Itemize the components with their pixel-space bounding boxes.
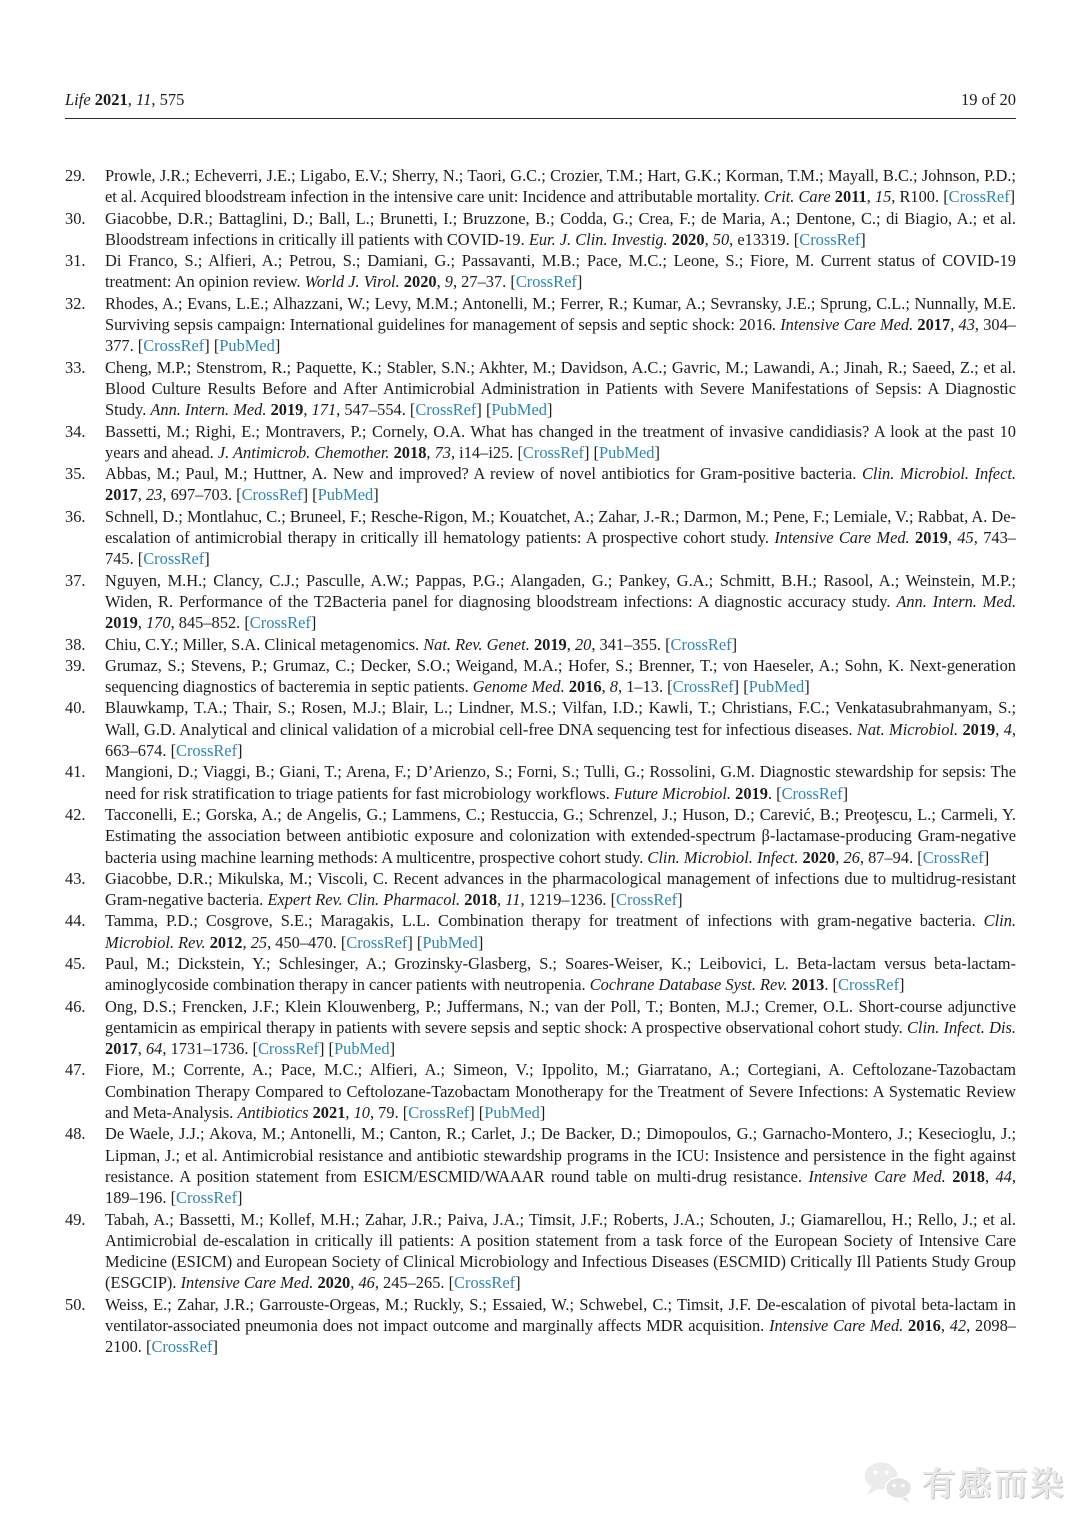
reference-fragment: Abbas, M.; Paul, M.; Huttner, A. New and improved? A review of novel antibiotics for Gram-positive bacteria. [105, 464, 862, 484]
reference-item [65, 463, 1016, 506]
reference-fragment: 2016 [908, 1316, 941, 1336]
crossref-link[interactable]: CrossRef [257, 1039, 319, 1059]
reference-text [105, 293, 1016, 357]
crossref-link[interactable]: CrossRef [522, 442, 584, 462]
reference-fragment: , [704, 229, 713, 249]
reference-fragment: Cheng, M.P.; Stenstrom, R.; Paquette, K.; Stabler, S.N.; Akhter, M.; Davidson, A.C.; Gavric, M.; Lawandi, A.; Jinah, R.; Saeed, Z.; et al. Blood Culture Results Before and After Antimicrobial Administration in Patients with Severe Manifestations of Sepsis: A Diagnostic Study. [105, 357, 1016, 420]
reference-number: 36. [65, 506, 86, 526]
pubmed-link[interactable]: PubMed [748, 677, 805, 697]
reference-fragment: Chiu, C.Y.; Miller, S.A. Clinical metagenomics. [105, 634, 424, 654]
reference-item [65, 506, 1016, 570]
reference-fragment: , i14–i25. [ [450, 442, 523, 462]
reference-fragment: 2019 [735, 783, 768, 803]
reference-fragment: , [350, 1273, 359, 1293]
crossref-link[interactable]: CrossRef [799, 229, 861, 249]
reference-fragment: , [947, 528, 958, 548]
reference-text [105, 570, 1016, 634]
reference-fragment: 45 [957, 528, 974, 548]
reference-fragment: 2017 [917, 315, 951, 335]
reference-fragment: Intensive Care Med. [769, 1316, 904, 1336]
reference-item [65, 1209, 1016, 1294]
crossref-link[interactable]: CrossRef [176, 1188, 238, 1208]
reference-fragment: ] [539, 1103, 546, 1123]
reference-fragment: Clin. Microbiol. Rev. [105, 911, 1016, 952]
reference-fragment: 2017 [105, 485, 138, 505]
reference-fragment: ] [860, 229, 866, 249]
reference-fragment: , [137, 1039, 146, 1059]
reference-fragment: Ann. Intern. Med. [896, 591, 1016, 611]
reference-text [105, 910, 1016, 953]
reference-fragment: 10 [353, 1103, 370, 1123]
reference-fragment: 50 [712, 229, 730, 249]
crossref-link[interactable]: CrossRef [515, 272, 577, 292]
reference-fragment: Intensive Care Med. [180, 1273, 314, 1293]
reference-fragment: , 1219–1236. [ [520, 890, 617, 910]
reference-number: 30. [65, 208, 86, 228]
reference-item [65, 208, 1016, 251]
reference-fragment: Blauwkamp, T.A.; Thair, S.; Rosen, M.J.; Blair, L.; Lindner, M.S.; Vilfan, I.D.; Kawli, T.; Christians, F.C.; Venkatasubrahmanyam, S.; Wall, G.D. Analytical and clinical validation of a microbial cell-free DNA sequencing test for infectious diseases. [105, 698, 1016, 739]
reference-text [105, 761, 1016, 804]
reference-fragment: , 245–265. [ [374, 1273, 455, 1293]
reference-fragment: Prowle, J.R.; Echeverri, J.E.; Ligabo, E.V.; Sherry, N.; Taori, G.C.; Crozier, T.M.; Hart, G.K.; Korman, T.M.; Mayall, B.C.; Johnson, P.D.; et al. Acquired bloodstream infection in the intensive care unit: Incidence and attributable mortality. [105, 166, 1016, 207]
pubmed-link[interactable]: PubMed [219, 336, 275, 356]
reference-fragment: , e13319. [ [729, 229, 800, 249]
reference-fragment: 46 [358, 1273, 375, 1293]
crossref-link[interactable]: CrossRef [454, 1273, 516, 1293]
reference-fragment: ] [804, 677, 810, 697]
pubmed-link[interactable]: PubMed [317, 485, 374, 505]
reference-fragment: Intensive Care Med. [774, 528, 910, 548]
reference-fragment: , 697–703. [ [162, 485, 242, 505]
reference-fragment: , [242, 932, 251, 952]
reference-fragment: 171 [311, 400, 337, 420]
reference-fragment: 9 [444, 272, 453, 292]
reference-number: 45. [65, 953, 86, 973]
reference-text [105, 357, 1016, 421]
reference-fragment: Weiss, E.; Zahar, J.R.; Garrouste-Orgeas, M.; Ruckly, S.; Essaied, W.; Schwebel, C.; Timsit, J.F. De-escalation of pivotal beta-lactam in ventilator-associated pneumonia does not impact outcome and marginally affects MDR acquisition. [105, 1294, 1016, 1336]
reference-fragment: 15 [874, 187, 892, 207]
reference-text [105, 165, 1016, 208]
reference-fragment: 2021 [94, 90, 128, 109]
reference-fragment: , 27–37. [ [452, 272, 516, 292]
reference-number: 37. [65, 570, 86, 590]
reference-fragment: , [566, 634, 575, 654]
reference-item [65, 761, 1016, 804]
reference-fragment: ] [ [302, 485, 318, 505]
reference-number: 31. [65, 251, 86, 271]
reference-fragment: , 547–554. [ [336, 400, 416, 420]
reference-fragment: ] [ [583, 442, 599, 462]
reference-fragment: , 1731–1736. [ [162, 1039, 258, 1059]
crossref-link[interactable]: CrossRef [616, 890, 678, 910]
reference-fragment: ] [677, 890, 683, 910]
reference-fragment: , 1–13. [ [618, 677, 673, 697]
crossref-link[interactable]: CrossRef [781, 783, 843, 803]
reference-fragment: 2019 [915, 528, 948, 548]
reference-fragment: , [940, 1316, 950, 1336]
reference-number: 50. [65, 1294, 86, 1314]
reference-text [105, 868, 1016, 911]
reference-item [65, 293, 1016, 357]
reference-fragment: , [137, 485, 146, 505]
reference-fragment: ] [ [476, 400, 492, 420]
reference-fragment: Grumaz, S.; Stevens, P.; Grumaz, C.; Decker, S.O.; Weigand, M.A.; Hofer, S.; Brenner, T.; von Haeseler, A.; Sohn, K. Next-generation sequencing diagnostics of bacteremia in septic patients. [105, 655, 1016, 697]
reference-fragment: 2019 [270, 400, 304, 420]
reference-number: 35. [65, 464, 86, 484]
reference-fragment: 170 [145, 613, 171, 633]
reference-fragment: Giacobbe, D.R.; Battaglini, D.; Ball, L.; Brunetti, I.; Bruzzone, B.; Codda, G.; Crea, F.; de Maria, A.; Dentone, C.; di Biagio, A.; et al. Bloodstream infections in critically ill patients with COVID-19. [105, 208, 1016, 249]
crossref-link[interactable]: CrossRef [408, 1103, 470, 1123]
reference-fragment: , [426, 442, 435, 462]
reference-fragment: , [345, 1103, 354, 1123]
crossref-link[interactable]: CrossRef [838, 975, 900, 995]
page-header [65, 90, 1016, 110]
reference-fragment: Tamma, P.D.; Cosgrove, S.E.; Maragakis, L.L. Combination therapy for treatment of infections with gram-negative bacteria. [105, 911, 984, 931]
reference-fragment: ] [477, 932, 484, 952]
reference-number: 32. [65, 293, 86, 313]
reference-fragment: 2017 [105, 1039, 138, 1059]
reference-fragment: J. Antimicrob. Chemother. [217, 442, 390, 462]
reference-fragment: ] [ [733, 677, 749, 697]
reference-number: 42. [65, 804, 86, 824]
reference-text [105, 1294, 1016, 1358]
reference-fragment: Tacconelli, E.; Gorska, A.; de Angelis, G.; Lammens, C.; Restuccia, G.; Schrenzel, J.; Huson, D.; Carević, B.; Preoţescu, L.; Carmeli, Y. Estimating the association between antibiotic exposure and colonization with extended-spectrum β-lactamase-producing Gram-negative bacteria using machine learning methods: A multicentre, prospective cohort study. [105, 804, 1016, 867]
reference-fragment: ] [654, 442, 660, 462]
reference-item [65, 165, 1016, 208]
reference-fragment: Antibiotics [237, 1103, 309, 1123]
reference-item [65, 655, 1016, 698]
reference-fragment: Clin. Microbiol. Infect. [647, 847, 799, 867]
reference-fragment: Schnell, D.; Montlahuc, C.; Bruneel, F.; Resche-Rigon, M.; Kouatchet, A.; Zahar, J.-R.; Darmon, M.; Pene, F.; Lemiale, V.; Rabbat, A. De-escalation of antimicrobial therapy in critically ill hematology patients: A prospective cohort study. [105, 506, 1016, 548]
reference-number: 48. [65, 1124, 86, 1144]
reference-fragment: Nat. Microbiol. [856, 719, 959, 739]
reference-fragment: Nat. Rev. Genet. [423, 634, 530, 654]
reference-fragment: Life [65, 90, 95, 109]
reference-fragment: , [497, 890, 506, 910]
pubmed-link[interactable]: PubMed [491, 400, 547, 420]
reference-fragment: 8 [609, 677, 618, 697]
reference-fragment: , 450–470. [ [267, 932, 347, 952]
reference-fragment: ] [ [469, 1103, 485, 1123]
reference-fragment: 42 [949, 1316, 967, 1336]
reference-fragment: Bassetti, M.; Righi, E.; Montravers, P.; Cornely, O.A. What has changed in the treatment of invasive candidiasis? A look at the past 10 years and ahead. [105, 421, 1016, 462]
reference-fragment: Clin. Infect. Dis. [906, 1017, 1016, 1037]
reference-fragment: , [995, 719, 1004, 739]
reference-fragment: Intensive Care Med. [808, 1166, 946, 1186]
crossref-link[interactable]: CrossRef [151, 1337, 213, 1357]
reference-item [65, 421, 1016, 464]
reference-fragment: , [984, 1166, 996, 1186]
reference-fragment: 2018 [464, 890, 498, 910]
reference-fragment: Crit. Care [763, 187, 831, 207]
reference-item [65, 1294, 1016, 1358]
reference-fragment: ] [546, 400, 553, 420]
pubmed-link[interactable]: PubMed [334, 1039, 390, 1059]
reference-number: 29. [65, 166, 86, 185]
reference-fragment: ] [373, 485, 379, 505]
reference-number: 40. [65, 698, 86, 718]
reference-fragment: Fiore, M.; Corrente, A.; Pace, M.C.; Alfieri, A.; Simeon, V.; Ippolito, M.; Giarratano, A.; Cortegiani, A. Ceftolozane-Tazobactam Combination Therapy Compared to Ceftolozane-Tazobactam Monotherapy for the Treatment of Severe Infections: A Systematic Review and Meta-Analysis. [105, 1060, 1016, 1123]
reference-fragment: Nguyen, M.H.; Clancy, C.J.; Pasculle, A.W.; Pappas, P.G.; Alangaden, G.; Pankey, G.A.; Schmitt, B.H.; Rasool, A.; Weinstein, M.P.; Widen, R. Performance of the T2Bacteria panel for diagnosing bloodstream infections: A diagnostic accuracy study. [105, 570, 1016, 611]
reference-number: 47. [65, 1060, 86, 1080]
reference-item [65, 953, 1016, 996]
reference-fragment: 2018 [393, 442, 427, 462]
pubmed-link[interactable]: PubMed [484, 1103, 540, 1123]
reference-fragment: Giacobbe, D.R.; Mikulska, M.; Viscoli, C. Recent advances in the pharmacological management of infections due to multidrug-resistant Gram-negative bacteria. [105, 868, 1016, 910]
reference-fragment: , R100. [ [891, 187, 949, 207]
reference-number: 44. [65, 911, 86, 931]
reference-number: 33. [65, 357, 86, 377]
reference-fragment: ] [237, 741, 243, 761]
reference-fragment: Eur. J. Clin. Investig. [528, 229, 668, 249]
reference-fragment: , 575 [151, 90, 185, 109]
reference-fragment: , 341–355. [ [591, 634, 671, 654]
reference-fragment: ] [983, 847, 990, 867]
reference-item [65, 697, 1016, 761]
reference-fragment: , 189–196. [ [105, 1166, 1017, 1208]
journal-citation [65, 90, 184, 110]
reference-fragment: ] [ [407, 932, 423, 952]
reference-fragment: 2019 [533, 634, 567, 654]
reference-fragment: Cochrane Database Syst. Rev. [589, 975, 788, 995]
reference-fragment: 25 [250, 932, 268, 952]
reference-item [65, 1059, 1016, 1123]
reference-fragment: 43 [958, 315, 975, 335]
reference-fragment: , [950, 315, 959, 335]
reference-fragment: ] [515, 1273, 521, 1293]
reference-fragment: Expert Rev. Clin. Pharmacol. [267, 890, 461, 910]
reference-fragment: Paul, M.; Dickstein, Y.; Schlesinger, A.; Grozinsky-Glasberg, S.; Soares-Weiser, K.; Leibovici, L. Beta-lactam versus beta-lactam-aminoglycoside combination therapy in cancer patients with neutropenia. [105, 953, 1016, 995]
reference-fragment: 2019 [105, 613, 138, 633]
reference-fragment: ] [842, 783, 849, 803]
reference-fragment: , 87–94. [ [859, 847, 923, 867]
reference-fragment: . [ [767, 783, 782, 803]
reference-fragment: 2013 [791, 975, 825, 995]
reference-text [105, 655, 1016, 698]
reference-fragment: Ong, D.S.; Frencken, J.F.; Klein Klouwenberg, P.; Juffermans, N.; van der Poll, T.; Bonten, M.J.; Cremer, O.L. Short-course adjunctive gentamicin as empirical therapy in patients with severe sepsis and septic shock: A prospective observational cohort study. [105, 996, 1016, 1037]
reference-fragment: , 2098–2100. [ [105, 1316, 1016, 1357]
reference-text [105, 250, 1016, 293]
wechat-icon [862, 1459, 914, 1505]
reference-fragment: 2016 [568, 677, 602, 697]
reference-text [105, 506, 1016, 570]
reference-fragment: 2018 [952, 1166, 985, 1186]
crossref-link[interactable]: CrossRef [346, 932, 408, 952]
reference-text [105, 804, 1016, 868]
crossref-link[interactable]: CrossRef [143, 549, 205, 569]
watermark-text: 有感而染 [922, 1467, 1066, 1503]
crossref-link[interactable]: CrossRef [672, 677, 734, 697]
reference-fragment: 2020 [802, 847, 836, 867]
reference-item [65, 250, 1016, 293]
reference-item [65, 804, 1016, 868]
reference-fragment: 73 [434, 442, 451, 462]
reference-fragment: Clin. Microbiol. Infect. [862, 464, 1017, 484]
reference-fragment: ] [899, 975, 905, 995]
reference-fragment: ] [ [204, 336, 220, 356]
reference-fragment: , [835, 847, 844, 867]
reference-fragment: , [127, 90, 137, 109]
reference-fragment: ] [274, 336, 281, 356]
reference-fragment: De Waele, J.J.; Akova, M.; Antonelli, M.; Canton, R.; Carlet, J.; De Backer, D.; Dimopoulos, G.; Garnacho-Montero, J.; Kesecioglu, J.; Lipman, J.; et al. Antimicrobial resistance and antibiotic stewardship programs in the ICU: Insistence and persistence in the fight against resistance. A position statement from ESICM/ESCMID/WAAAR round table on multi-drug resistance. [105, 1124, 1016, 1186]
reference-fragment: , [866, 187, 875, 207]
reference-fragment: 2020 [671, 229, 705, 249]
reference-fragment: Tabah, A.; Bassetti, M.; Kollef, M.H.; Zahar, J.R.; Paiva, J.A.; Timsit, J.F.; Roberts, J.A.; Schouten, J.; Giamarellou, H.; Rello, J.; et al. Antimicrobial de-escalation in critically ill patients: A position statement from a task force of the European Society of Intensive Care Medicine (ESICM) and European Society of Clinical Microbiology and Infectious Diseases (ESCMID) Critically Ill Patients Study Group (ESGCIP). [105, 1209, 1016, 1293]
reference-text [105, 1059, 1016, 1123]
reference-fragment: Di Franco, S.; Alfieri, A.; Petrou, S.; Damiani, G.; Passavanti, M.B.; Pace, M.C.; Leone, S.; Fiore, M. Current status of COVID-19 treatment: An opinion review. [105, 251, 1016, 292]
reference-fragment: ] [ [319, 1039, 335, 1059]
reference-fragment: 2019 [962, 719, 996, 739]
reference-fragment: , 304–377. [ [105, 315, 1016, 356]
crossref-link[interactable]: CrossRef [176, 741, 238, 761]
reference-item [65, 996, 1016, 1060]
crossref-link[interactable]: CrossRef [241, 485, 303, 505]
reference-text [105, 1123, 1016, 1208]
reference-number: 46. [65, 996, 86, 1016]
reference-fragment: , [137, 613, 146, 633]
reference-number: 49. [65, 1209, 86, 1229]
reference-fragment: 44 [995, 1166, 1012, 1186]
reference-fragment: 20 [574, 634, 592, 654]
reference-fragment: 64 [145, 1039, 163, 1059]
header-rule [65, 118, 1016, 119]
reference-fragment: ] [576, 272, 583, 292]
reference-fragment: , [436, 272, 445, 292]
reference-fragment: ] [204, 549, 210, 569]
crossref-link[interactable]: CrossRef [670, 634, 732, 654]
reference-item [65, 570, 1016, 634]
reference-fragment: ] [237, 1188, 243, 1208]
reference-fragment: ] [1009, 187, 1016, 207]
reference-text [105, 421, 1016, 464]
reference-fragment: 2011 [834, 187, 867, 207]
reference-number: 43. [65, 868, 86, 888]
reference-text [105, 996, 1016, 1060]
pubmed-link[interactable]: PubMed [598, 442, 655, 462]
reference-fragment: 2020 [403, 272, 437, 292]
reference-fragment: 23 [145, 485, 163, 505]
reference-fragment: , [601, 677, 610, 697]
reference-fragment: , [303, 400, 312, 420]
reference-fragment: , 663–674. [ [105, 719, 1016, 761]
reference-fragment: World J. Virol. [304, 272, 400, 292]
reference-number: 39. [65, 655, 86, 675]
reference-fragment: 2021 [312, 1103, 346, 1123]
reference-text [105, 208, 1016, 251]
reference-fragment: Ann. Intern. Med. [150, 400, 267, 420]
reference-text [105, 1209, 1016, 1294]
reference-text [105, 463, 1016, 506]
pubmed-link[interactable]: PubMed [422, 932, 478, 952]
reference-fragment: 2012 [209, 932, 243, 952]
reference-item [65, 357, 1016, 421]
reference-fragment: 2020 [317, 1273, 351, 1293]
reference-fragment: ] [731, 634, 738, 654]
reference-item [65, 1123, 1016, 1208]
watermark [862, 1458, 1066, 1505]
reference-fragment: Genome Med. [472, 677, 565, 697]
reference-fragment: Rhodes, A.; Evans, L.E.; Alhazzani, W.; Levy, M.M.; Antonelli, M.; Ferrer, R.; Kumar, A.; Sevransky, J.E.; Sprung, C.L.; Nunnally, M.E. Surviving sepsis campaign: International guidelines for management of sepsis and septic shock: 2016. [105, 293, 1016, 335]
reference-item [65, 910, 1016, 953]
reference-fragment: , 79. [ [369, 1103, 409, 1123]
page-number: 19 of 20 [961, 90, 1016, 109]
reference-fragment: Future Microbiol. [613, 783, 732, 803]
reference-fragment: . [ [824, 975, 839, 995]
reference-fragment: , 845–852. [ [170, 613, 250, 633]
reference-fragment: , 743–745. [ [105, 528, 1016, 569]
crossref-link[interactable]: CrossRef [922, 847, 984, 867]
reference-text [105, 697, 1016, 761]
reference-fragment: Mangioni, D.; Viaggi, B.; Giani, T.; Arena, F.; D’Arienzo, S.; Forni, S.; Tulli, G.; Rossolini, G.M. Diagnostic stewardship for sepsis: The need for risk stratification to triage patients for fast microbiology workflows. [105, 762, 1016, 803]
reference-item [65, 634, 1016, 655]
reference-number: 38. [65, 634, 86, 654]
reference-text [105, 634, 1016, 655]
reference-fragment: ] [389, 1039, 396, 1059]
reference-fragment: Intensive Care Med. [780, 315, 914, 335]
reference-number: 41. [65, 762, 86, 782]
crossref-link[interactable]: CrossRef [143, 336, 205, 356]
reference-text [105, 953, 1016, 996]
reference-fragment: ] [212, 1337, 218, 1357]
reference-fragment: 4 [1003, 719, 1012, 739]
crossref-link[interactable]: CrossRef [948, 187, 1010, 207]
crossref-link[interactable]: CrossRef [249, 613, 311, 633]
reference-fragment: 11 [505, 890, 521, 910]
reference-fragment: 11 [136, 90, 152, 109]
reference-fragment: ] [310, 613, 317, 633]
references-list [65, 165, 1016, 1358]
crossref-link[interactable]: CrossRef [415, 400, 477, 420]
reference-item [65, 868, 1016, 911]
reference-fragment: 26 [843, 847, 860, 867]
reference-number: 34. [65, 421, 86, 441]
